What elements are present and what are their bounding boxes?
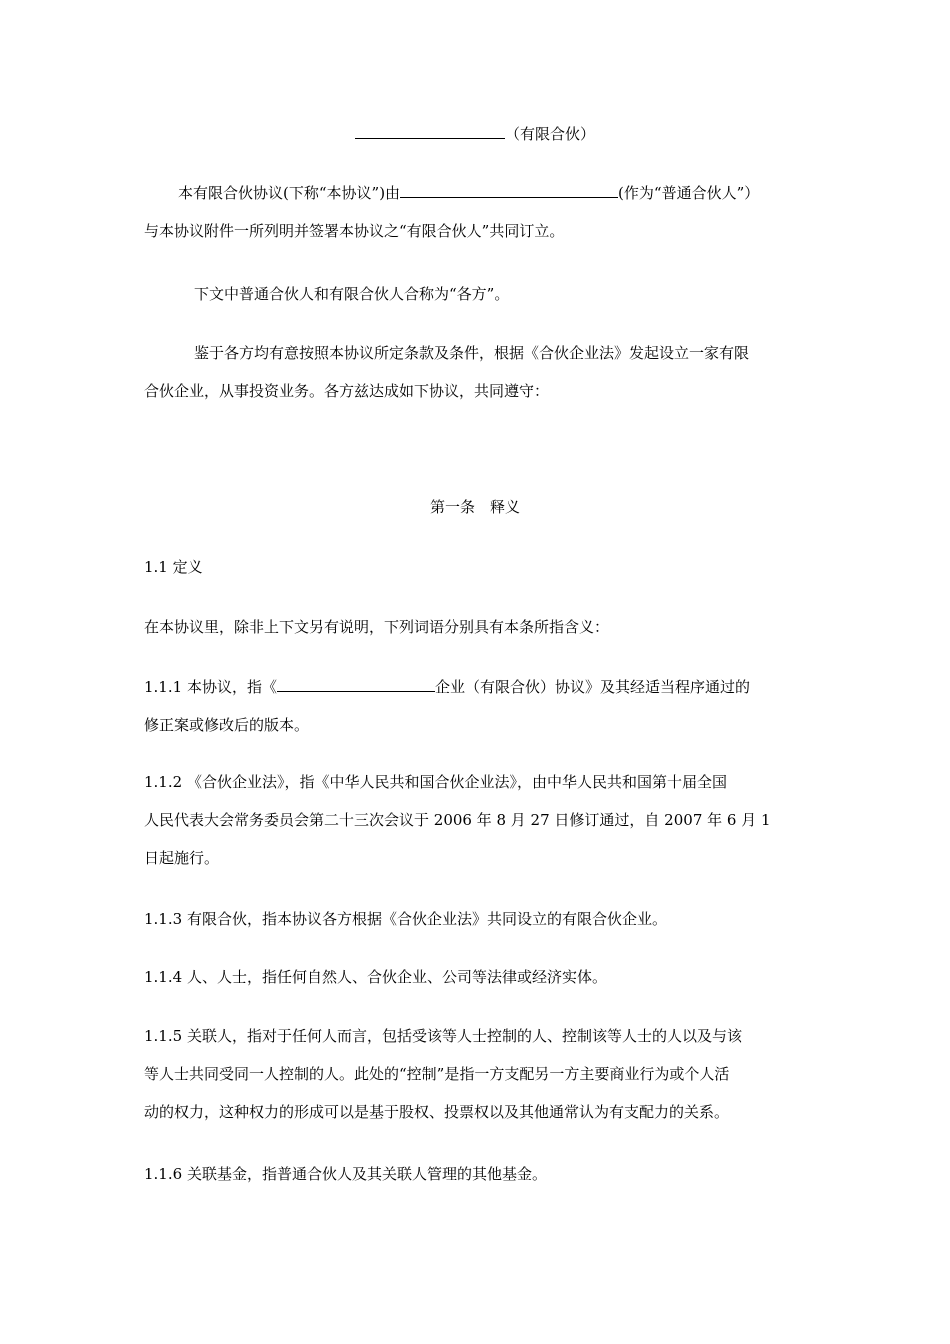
item-number: 1.1.4: [144, 968, 183, 986]
definition-item-2-line2: 人民代表大会常务委员会第二十三次会议于 2006 年 8 月 27 日修订通过，自 2007 年 6 月 1: [144, 811, 771, 829]
preamble-p3-line2: 合伙企业，从事投资业务。各方兹达成如下协议，共同遵守：: [144, 382, 550, 400]
definition-item-4: [144, 967, 607, 987]
item-text: 关联基金，指普通合伙人及其关联人管理的其他基金。: [186, 1165, 547, 1183]
preamble-p2: 下文中普通合伙人和有限合伙人合称为“各方”。: [194, 285, 510, 303]
preamble-p1-part1: 本有限合伙协议(下称“本协议”)由: [178, 184, 401, 202]
item-text: 《合伙企业法》，指《中华人民共和国合伙企业法》，由中华人民共和国第十届全国: [186, 773, 727, 791]
item-text: 本协议，指《: [186, 678, 277, 696]
general-partner-blank: [400, 183, 618, 198]
item-number: 1.1.2: [144, 773, 183, 791]
definition-item-6: [144, 1164, 547, 1184]
definition-item-1-line2: 修正案或修改后的版本。: [144, 716, 310, 734]
preamble-p1-line2: 与本协议附件一所列明并签署本协议之“有限合伙人”共同订立。: [144, 222, 565, 240]
title-suffix: （有限合伙）: [504, 125, 595, 143]
section-heading: 1.1 定义: [144, 558, 203, 576]
definition-item-5-line1: [144, 1026, 742, 1046]
article-heading: 第一条 释义: [429, 498, 520, 516]
preamble-p3-line1: 鉴于各方均有意按照本协议所定条款及条件，根据《合伙企业法》发起设立一家有限: [194, 344, 750, 362]
item-text: 人、人士，指任何自然人、合伙企业、公司等法律或经济实体。: [186, 968, 607, 986]
definition-item-3: [144, 909, 667, 929]
definition-item-5-line3: 动的权力，这种权力的形成可以是基于股权、投票权以及其他通常认为有支配力的关系。: [144, 1103, 730, 1121]
document-title: [0, 124, 950, 144]
item-number: 1.1.5: [144, 1027, 183, 1045]
definition-item-2-line3: 日起施行。: [144, 849, 220, 867]
definition-item-5-line2: 等人士共同受同一人控制的人。此处的“控制”是指一方支配另一方主要商业行为或个人活: [144, 1065, 730, 1083]
item-number: 1.1.6: [144, 1165, 183, 1183]
definition-item-1-line1: [144, 677, 750, 697]
definitions-intro: 在本协议里，除非上下文另有说明，下列词语分别具有本条所指含义：: [144, 618, 610, 636]
item-text: 有限合伙，指本协议各方根据《合伙企业法》共同设立的有限合伙企业。: [186, 910, 667, 928]
preamble-p1-part2: (作为“普通合伙人”）: [618, 184, 760, 202]
item-number: 1.1.1: [144, 678, 183, 696]
preamble-p1-line1: [178, 183, 759, 203]
enterprise-name-blank: [277, 677, 435, 692]
title-blank: [355, 124, 505, 139]
item-number: 1.1.3: [144, 910, 183, 928]
item-text: 企业（有限合伙）协议》及其经适当程序通过的: [434, 678, 750, 696]
definition-item-2-line1: [144, 772, 727, 792]
item-text: 关联人，指对于任何人而言，包括受该等人士控制的人、控制该等人士的人以及与该: [186, 1027, 742, 1045]
